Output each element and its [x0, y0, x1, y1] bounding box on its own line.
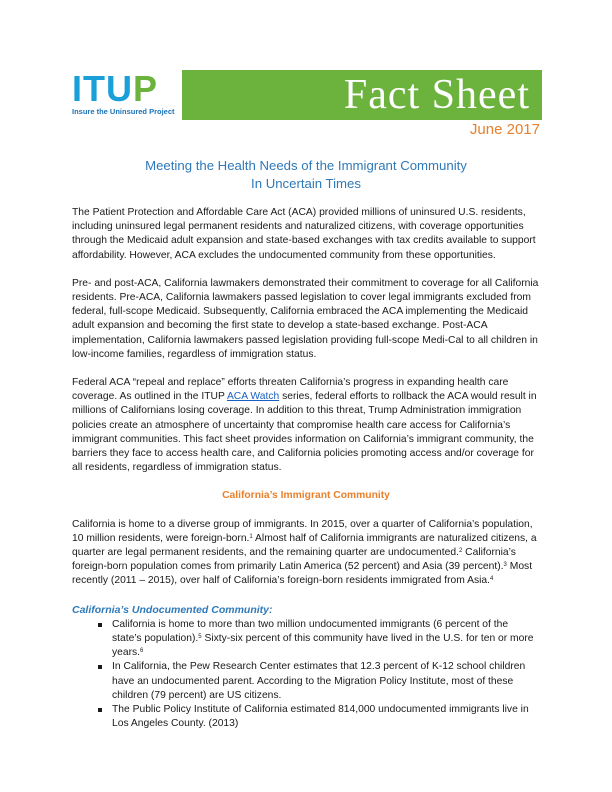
bullet-icon: [98, 708, 102, 712]
logo-tagline: Insure the Uninsured Project: [72, 107, 175, 116]
immigrant-text-d: Most recently (2011 – 2015), over half of California’s foreign-born residents immigrated from Asia.: [72, 561, 533, 587]
footnote-2: 2: [458, 548, 463, 555]
paragraph-repeal-replace: [72, 376, 540, 475]
paragraph-aca-intro: The Patient Protection and Affordable Care Act (ACA) provided millions of uninsured U.S. residents, including uninsured legal permanent residents and naturalized citizens, with coverage opportunities through the Medicaid adult expansion and state-based exchanges with tax credits available to support affordability. However, ACA excludes the undocumented community from these opportunities.: [72, 207, 536, 261]
paragraph-immigrant-community: [72, 518, 540, 589]
logo-wordmark-part2: P: [133, 68, 159, 109]
immigrant-text-b: Almost half of California immigrants are naturalized citizens, a quarter are legal permanent residents, and the remaining quarter are undocumented.: [72, 532, 537, 559]
list-item: [100, 703, 540, 731]
bullet-2-text: In California, the Pew Research Center estimates that 12.3 percent of K-12 school children have an undocumented parent. According to the Migration Policy Institute, most of these children (79 percent) are US citizens.: [112, 661, 526, 701]
document-body: [72, 206, 540, 732]
fact-sheet-banner: [182, 70, 542, 120]
paragraph-repeal-replace-text-b: series, federal efforts to rollback the ACA would result in millions of Californians losing coverage. In addition to this threat, Trump Administration immigration policies create an atmosphere of uncertainty that compromise health care access for California’s immigrant communities. This fact sheet provides information on California’s immigrant community, the barriers they face to access health care, and California policies promoting access and/or coverage for all residents, regardless of immigration status.: [72, 391, 537, 474]
footnote-1: 1: [249, 533, 253, 540]
subheading-undocumented-community: California’s Undocumented Community:: [72, 603, 273, 616]
bullet-1-text-a: California is home to more than two million undocumented immigrants (6 percent of the state’s population).: [112, 618, 509, 645]
logo-wordmark-part1: ITU: [72, 68, 133, 109]
aca-watch-link[interactable]: ACA Watch: [226, 391, 280, 403]
undocumented-facts-list: [72, 618, 540, 732]
section-heading-immigrant-community: California’s Immigrant Community: [222, 490, 390, 502]
bullet-1-text-b: Sixty-six percent of this community have lived in the U.S. for ten or more years.: [112, 633, 534, 659]
footnote-5: 5: [198, 634, 202, 641]
list-item: [100, 618, 540, 661]
document-title-line1: Meeting the Health Needs of the Immigrant Community: [145, 158, 467, 173]
itup-logo: [72, 68, 175, 116]
banner-title: Fact Sheet: [343, 72, 530, 118]
document-title-line2: In Uncertain Times: [251, 176, 361, 191]
publication-date: June 2017: [469, 121, 540, 138]
bullet-icon: [98, 623, 102, 627]
immigrant-text-a: California is home to a diverse group of immigrants. In 2015, over a quarter of California’s population, 10 million residents, were foreign-born.: [72, 518, 533, 544]
logo-wordmark: [72, 68, 172, 109]
bullet-3-text: The Public Policy Institute of California estimated 814,000 undocumented immigrants live in Los Angeles County. (2013): [112, 704, 529, 730]
footnote-3: 3: [503, 562, 507, 569]
document-title: [72, 157, 540, 193]
paragraph-california-coverage: Pre- and post-ACA, California lawmakers demonstrated their commitment to coverage for all California residents. Pre-ACA, California lawmakers passed legislation to cover legal immigrants excluded from federal, full-scope Medicaid. Subsequently, California embraced the ACA implementing the Medicaid adult expansion and becoming the first state to develop a state-based exchange. Post-ACA implementation, California lawmakers passed legislation providing full-scope Medi-Cal to all children in low-income families, regardless of immigration status.: [72, 277, 539, 360]
immigrant-text-c: California’s foreign-born population comes from primarily Latin America (52 percent) and Asia (39 percent).: [72, 547, 516, 573]
paragraph-repeal-replace-text-a: Federal ACA “repeal and replace” efforts threaten California’s progress in expanding health care coverage. As outlined in the ITUP: [72, 377, 509, 403]
footnote-6: 6: [140, 648, 144, 655]
footnote-4: 4: [490, 576, 494, 583]
list-item: [100, 660, 540, 703]
bullet-icon: [98, 665, 102, 669]
